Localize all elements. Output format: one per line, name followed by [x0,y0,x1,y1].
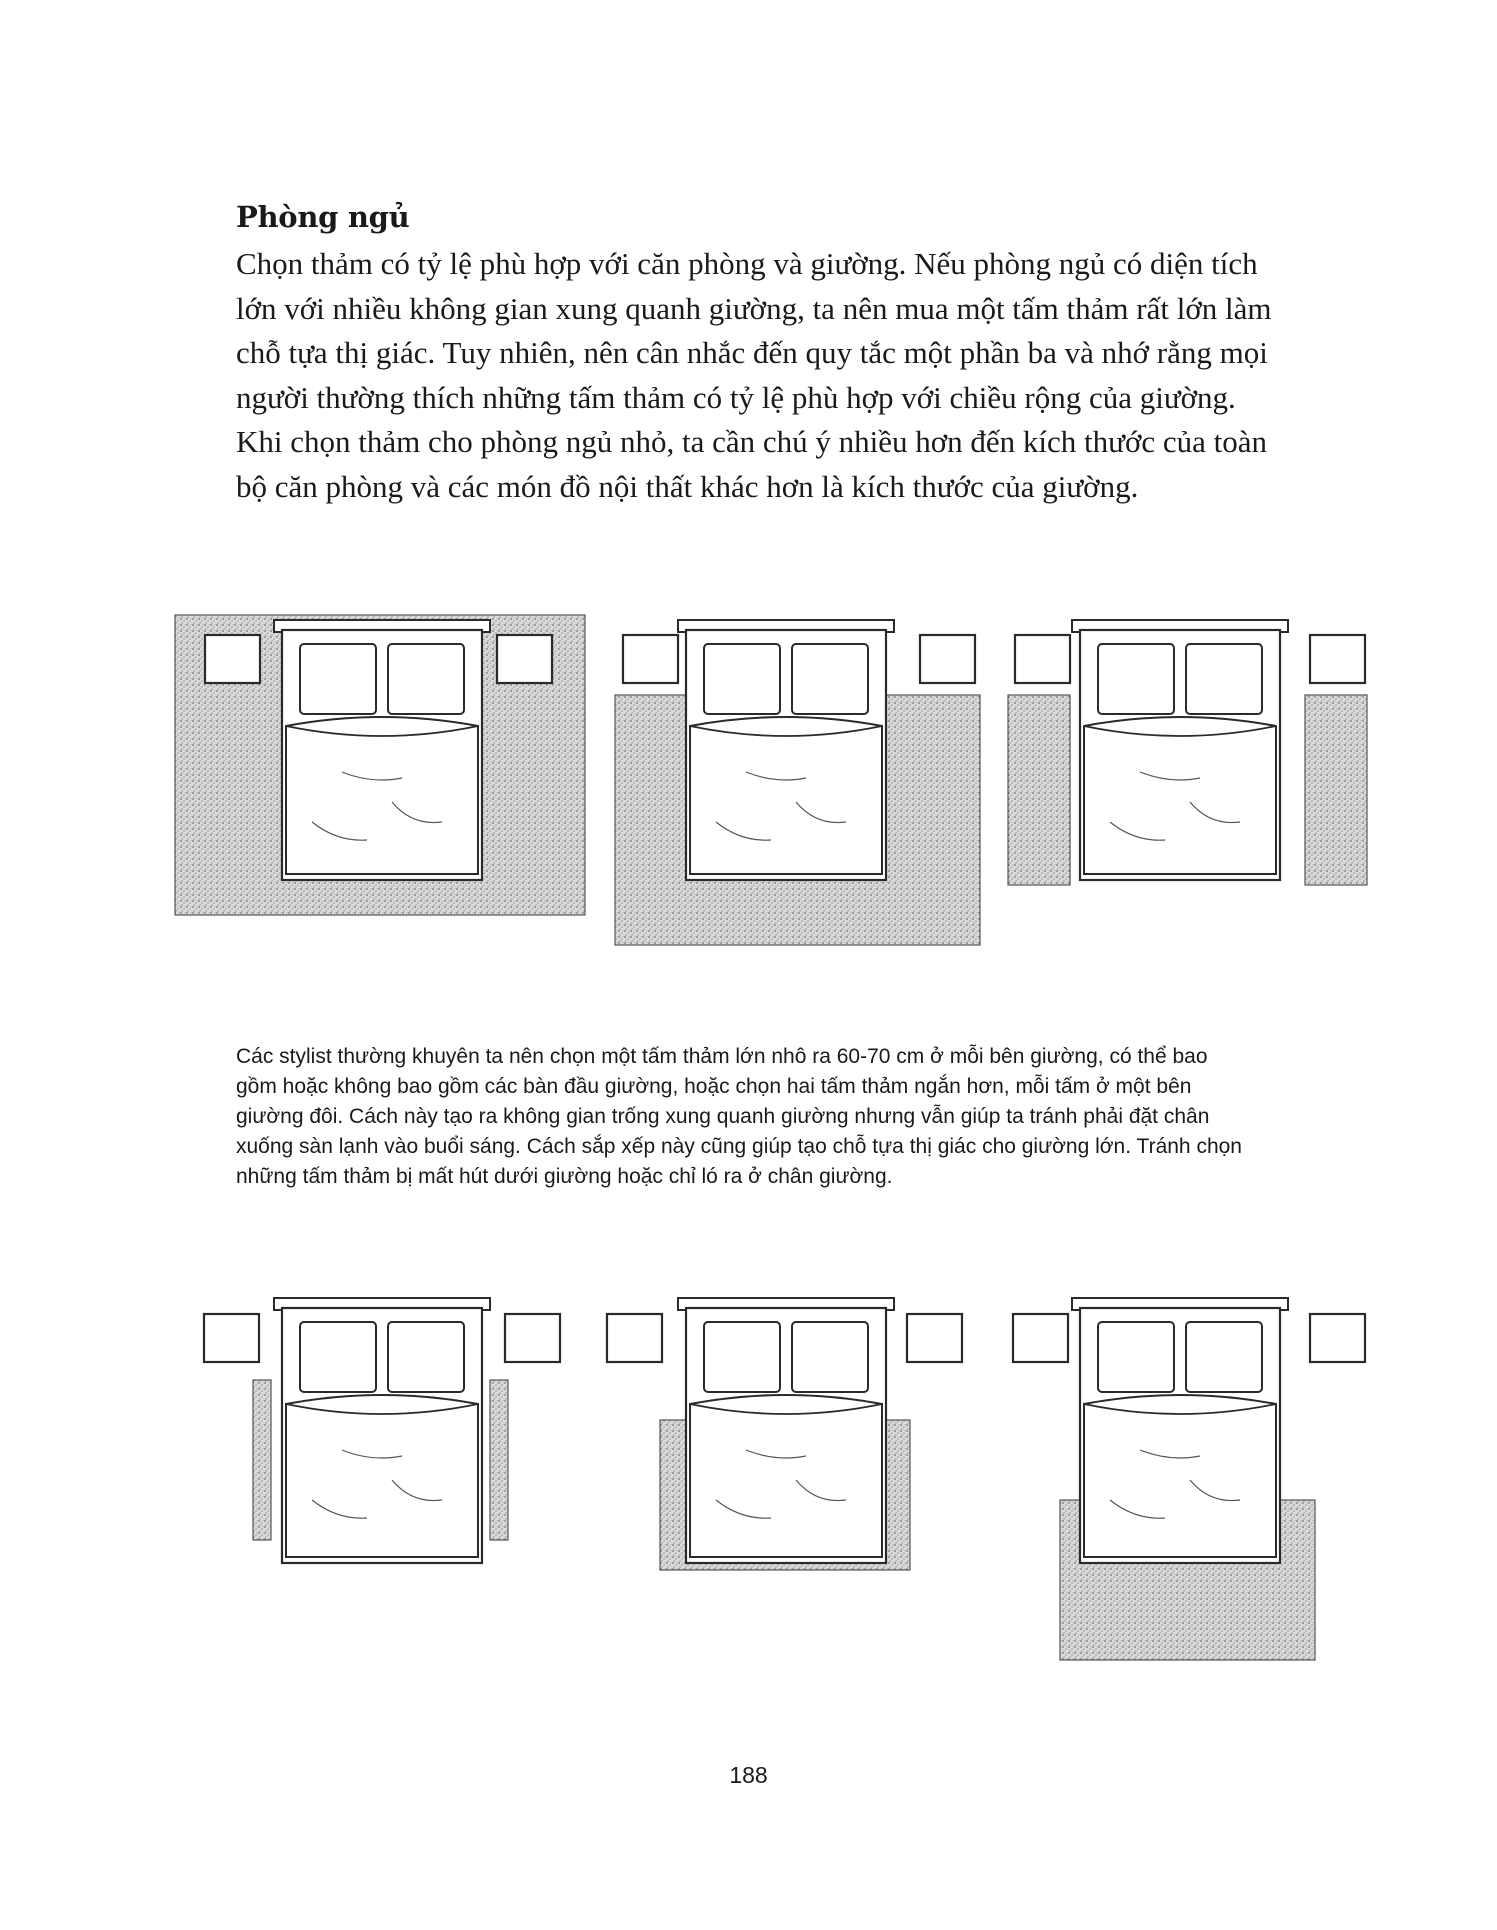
bed-pillow-right [792,644,868,714]
bed-pillow-right [388,644,464,714]
nightstand-right [497,635,552,683]
nightstand-right [920,635,975,683]
bed-duvet [1084,1395,1276,1557]
rug-narrow-left [253,1380,271,1540]
bed-duvet [286,717,478,874]
page-number: 188 [729,1762,768,1788]
nightstand-left [1015,635,1070,683]
bed [274,620,490,880]
bed-duvet [286,1395,478,1557]
nightstand-left [623,635,678,683]
caption: Các stylist thường khuyên ta nên chọn một tấm thảm lớn nhô ra 60-70 cm ở mỗi bên giường, có thể bao gồm hoặc không bao gồm các bàn đầu giường, hoặc chọn hai tấm thảm ngắn hơn, mỗi tấm ở một bên giường đôi. Cách này tạo ra không gian trống xung quanh giường nhưng vẫn giúp ta tránh phải đặt chân xuống sàn lạnh vào buổi sáng. Cách sắp xếp này cũng giúp tạo chỗ tựa thị giác cho giường lớn. Tránh chọn những tấm thảm bị mất hút dưới giường hoặc chỉ ló ra ở chân giường. [236,1045,1242,1188]
nightstand-left [204,1314,259,1362]
nightstand-right [1310,635,1365,683]
bed-pillow-right [1186,644,1262,714]
bed [678,1298,894,1563]
rug-layout-illustrations-row-2 [0,1280,1497,1680]
rug-runner-right [1305,695,1367,885]
bed-pillow-left [1098,1322,1174,1392]
bed-duvet [690,1395,882,1557]
bed [678,620,894,880]
rug-runner-left [1008,695,1070,885]
bed [1072,1298,1288,1563]
bed-pillow-right [792,1322,868,1392]
bed [1072,620,1288,880]
nightstand-left [607,1314,662,1362]
bed-pillow-left [300,644,376,714]
nightstand-right [1310,1314,1365,1362]
bed-pillow-right [388,1322,464,1392]
bed-duvet [1084,717,1276,874]
bed [274,1298,490,1563]
section-heading: Phòng ngủ [236,200,410,234]
bed-pillow-left [704,644,780,714]
bed-pillow-left [1098,644,1174,714]
nightstand-left [1013,1314,1068,1362]
rug-narrow-right [490,1380,508,1540]
bed-pillow-left [300,1322,376,1392]
rug-layout-illustrations-row-1 [0,600,1497,960]
bed-pillow-left [704,1322,780,1392]
nightstand-left [205,635,260,683]
bed-duvet [690,717,882,874]
nightstand-right [505,1314,560,1362]
body-paragraph: Chọn thảm có tỷ lệ phù hợp với căn phòng và giường. Nếu phòng ngủ có diện tích lớn với nhiều không gian xung quanh giường, ta nên mua một tấm thảm rất lớn làm chỗ tựa thị giác. Tuy nhiên, nên cân nhắc đến quy tắc một phần ba và nhớ rằng mọi người thường thích những tấm thảm có tỷ lệ phù hợp với chiều rộng của giường. Khi chọn thảm cho phòng ngủ nhỏ, ta cần chú ý nhiều hơn đến kích thước của toàn bộ căn phòng và các món đồ nội thất khác hơn là kích thước của giường. [236,246,1272,504]
bed-pillow-right [1186,1322,1262,1392]
nightstand-right [907,1314,962,1362]
